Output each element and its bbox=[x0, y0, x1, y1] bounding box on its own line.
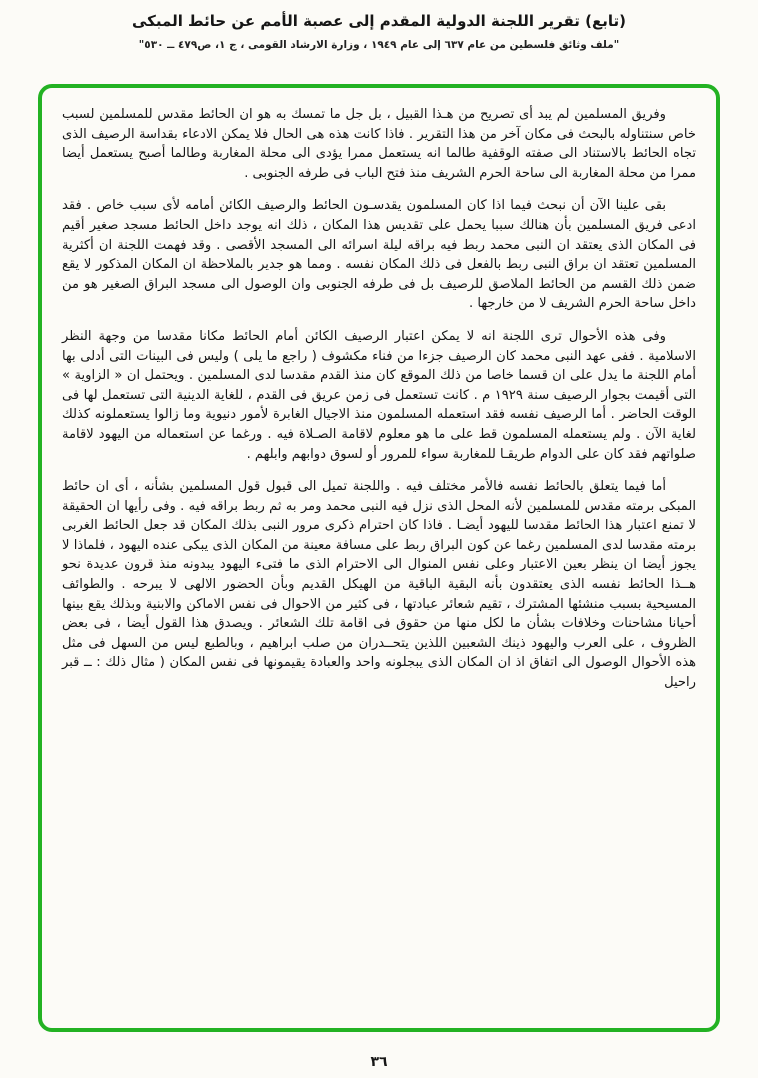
body-paragraph-3: وفى هذه الأحوال ترى اللجنة انه لا يمكن اعتبار الرصيف الكائن أمام الحائط مكانا مقدسا من وجهة النظر الاسلامية . ففى عهد النبى محمد كان الرصيف جزءا من فناء مكشوف ( راجع ما يلى ) وليس فى البينات التى أدلى بها أمام اللجنة ما يدل على ان قسما خاصا من ذلك الموقع كان منذ القدم مقدسا لدى المسلمين . ويحتمل ان « الزاوية » التى أقيمت بجوار الرصيف سنة ١٩٢٩ م . كانت تستعمل فى زمن عريق فى القدم ، للغاية الدينية التى تستعمل لها فى الوقت الحاضر . أما الرصيف نفسه فقد استعمله المسلمون منذ الاجيال الغابرة لأمور دنيوية وما زالوا يستعملونه كذلك لغاية الآن . ولم يستعمله المسلمون قط على ما هو معلوم لاقامة الصـلاة فيه . ورغما عن استعماله من اليهود لاقامة صلواتهم فقد كان على الدوام طريقـا للمغاربة سواء للمرور أو لسوق دوابهم وابلهم . bbox=[62, 328, 696, 462]
body-paragraph-1: وفريق المسلمين لم يبد أى تصريح من هـذا القبيل ، بل جل ما تمسك به هو ان الحائط مقدس للمسلمين لسبب خاص سنتناوله بالبحث فى مكان آخر من هذا التقرير . فاذا كانت هذه هى الحال فلا يمكن الادعاء بقداسة الرصيف الذى تجاه الحائط بالاستناد الى صفته الوقفية طالما انه يستعمل ممرا يؤدى الى محلة المغاربة وطالما أصبح يستعمل أيضا ممرا من محلة المغاربة الى ساحة الحرم الشريف منذ فتح الباب فى طرفه الجنوبى . bbox=[62, 107, 696, 181]
content-frame bbox=[38, 84, 720, 1032]
source-citation: "ملف وثائق فلسطين من عام ٦٣٧ إلى عام ١٩٤٩ ، وزارة الارشاد القومى ، ج ١، ص٤٧٩ ــ ٥٣٠" bbox=[138, 39, 620, 51]
document-title: (تابع) تقرير اللجنة الدولية المقدم إلى عصبة الأمم عن حائط المبكى bbox=[131, 12, 626, 30]
body-paragraph-2: بقى علينا الآن أن نبحث فيما اذا كان المسلمون يقدسـون الحائط والرصيف الكائن أمامه لأى سبب خاص . فقد ادعى فريق المسلمين بأن هنالك سببا يحمل على تقديس هذا المكان ، ذلك انه يوجد داخل الحائط مسجد صغير أقيم فى المكان الذى يعتقد ان النبى محمد ربط فيه براقه ليلة اسرائه الى المسجد الأقصى . وقد فهمت اللجنة ان أكثرية المسلمين تعتقد ان براق النبى ربط بالفعل فى ذلك المكان نفسه . ومما هو جدير بالملاحظة ان المكان المذكور لا يقع ضمن ذلك القسم من الحائط الملاصق للرصيف بل فى طرفه الجنوبى وان الوصول الى مسجد البراق الصغير هو من داخل ساحة الحرم الشريف لا من خارجها . bbox=[62, 198, 696, 312]
page-number: ٣٦ bbox=[370, 1054, 388, 1070]
body-paragraph-4: أما فيما يتعلق بالحائط نفسه فالأمر مختلف فيه . واللجنة تميل الى قبول قول المسلمين بشأنه ، أى ان حائط المبكى برمته مقدس للمسلمين لأنه المحل الذى نزل فيه النبى محمد ومر به ثم ربط براقه فيه . وفى رأيها ان الحقيقة لا تمنع اعتبار هذا الحائط مقدسا لليهود أيضـا . فاذا كان احترام ذكرى مرور النبى بذلك المكان قد جعل الحائط الغربى برمته مقدسا لدى المسلمين رغما عن كون البراق ربط على مسافة معينة من المكان الذى يبكى عنده اليهود ، فلماذا لا يجوز أيضا ان ينظر بعين الاعتبار وعلى نفس المنوال الى الاحترام الذى ما فتىء اليهود يبدونه منذ قرون عديدة نحو هــذا الحائط نفسه الذى يعتقدون بأنه البقية الباقية من الهيكل القديم وبأن الحضور الالهى لا يبرحه . والطوائف المسيحية بسبب منشئها المشترك ، تقيم شعائر عبادتها ، فى كثير من الاحوال فى نفس الاماكن والابنية وبذلك يقع بينها أحيانا مشاحنات وخلافات بشأن ما لكل منها من حقوق فى اقامة تلك الشعائر . ويصدق هذا القول أيضا ، فى بعض الظروف ، على العرب واليهود ذينك الشعبين اللذين يتحــدران من صلب ابراهيم ، وبالطبع ليس من السهل فى مثل هذه الأحوال الوصول الى اتفاق اذ ان المكان الذى يبجلونه واحد والعبادة يقيمونها فى نفس المكان ( مثال ذلك : ــ قبر راحيل bbox=[62, 479, 696, 691]
document-header bbox=[0, 0, 758, 51]
body-text bbox=[62, 105, 696, 693]
